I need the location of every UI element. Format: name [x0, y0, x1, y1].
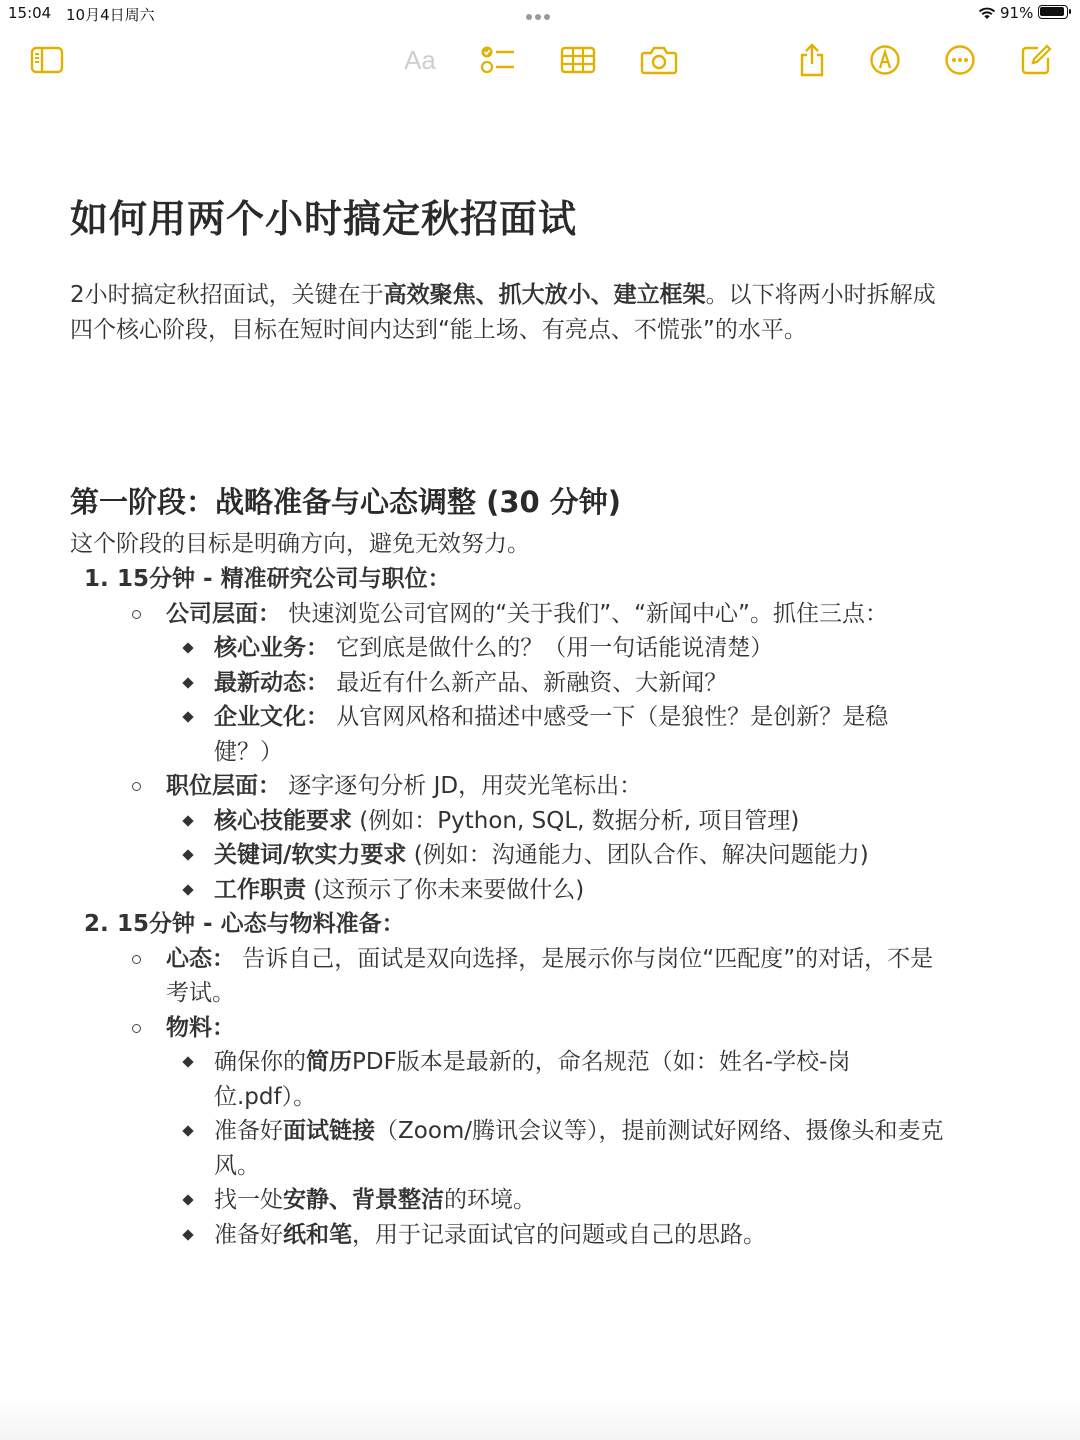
format-button[interactable]: Aa — [404, 44, 436, 75]
hollow-bullet-icon — [132, 610, 141, 619]
diamond-bullet-icon — [182, 711, 193, 722]
notes-toolbar — [0, 40, 1080, 84]
status-bar — [0, 0, 1080, 28]
list-number: 1. — [84, 566, 109, 592]
hollow-bullet-icon — [132, 955, 141, 964]
item-bold: 安静、背景整洁 — [283, 1187, 444, 1213]
compose-button[interactable] — [1018, 40, 1054, 80]
list-item — [70, 1011, 1020, 1046]
list-item — [70, 942, 1020, 1011]
compose-icon — [1020, 44, 1052, 76]
item-text: （Zoom/腾讯会议等），提前测试好网络、摄像头和麦克 — [375, 1118, 944, 1144]
list-item — [70, 1114, 1020, 1183]
item-text: 位.pdf）。 — [214, 1083, 317, 1110]
item-text: PDF版本是最新的，命名规范（如：姓名-学校-岗 — [352, 1049, 851, 1075]
camera-icon — [640, 45, 678, 75]
multitasking-dots-icon[interactable] — [526, 6, 556, 16]
diamond-bullet-icon — [182, 884, 193, 895]
share-button[interactable] — [794, 40, 830, 80]
list-item-numbered — [70, 562, 1020, 597]
camera-button[interactable] — [639, 40, 679, 80]
item-text: 找一处 — [214, 1187, 283, 1213]
diamond-bullet-icon — [182, 849, 193, 860]
share-icon — [797, 43, 827, 77]
status-date: 10月4日周六 — [66, 6, 155, 24]
item-text: 的环境。 — [444, 1187, 536, 1213]
note-title: 如何用两个小时搞定秋招面试 — [70, 197, 578, 241]
item-text: 快速浏览公司官网的“关于我们”、“新闻中心”。抓住三点： — [281, 600, 888, 627]
list-item — [70, 1218, 1020, 1253]
item-label: 关键词/软实力要求 — [214, 842, 407, 868]
list-item — [70, 631, 1020, 666]
list-item-numbered — [70, 907, 1020, 942]
status-time: 15:04 — [8, 4, 52, 22]
item-label: 企业文化： — [214, 704, 329, 730]
diamond-bullet-icon — [182, 1056, 193, 1067]
item-label: 核心技能要求 — [214, 807, 352, 834]
intro-bold: 高效聚焦、抓大放小、建立框架 — [383, 282, 706, 308]
item-text: 准备好 — [214, 1118, 283, 1144]
sidebar-button[interactable] — [28, 40, 66, 80]
item-bold: 纸和笔 — [283, 1221, 352, 1248]
item-text: 考试。 — [166, 980, 235, 1006]
list-item — [70, 597, 1020, 632]
markup-icon — [869, 44, 901, 76]
table-icon — [560, 46, 596, 74]
wifi-icon — [978, 6, 996, 20]
diamond-bullet-icon — [182, 1194, 193, 1205]
checklist-button[interactable] — [478, 40, 518, 80]
battery-percent: 91% — [1000, 4, 1034, 22]
hollow-bullet-icon — [132, 1024, 141, 1033]
list-item — [70, 666, 1020, 701]
item-text: (这预示了你未来要做什么) — [306, 876, 585, 903]
sidebar-icon — [30, 46, 64, 74]
battery-icon — [1038, 5, 1068, 19]
hollow-bullet-icon — [132, 782, 141, 791]
note-intro — [70, 278, 1020, 348]
bottom-fade — [0, 1400, 1080, 1440]
list-item — [70, 1045, 1020, 1114]
more-icon — [944, 44, 976, 76]
item-label: 公司层面： — [166, 600, 281, 627]
intro-text: 四个核心阶段，目标在短时间内达到“能上场、有亮点、不慌张”的水平。 — [70, 317, 807, 343]
item-label: 工作职责 — [214, 876, 306, 903]
list-item-label: 15分钟 - 心态与物料准备： — [117, 911, 405, 937]
list-item — [70, 873, 1020, 908]
list-item — [70, 700, 1020, 769]
diamond-bullet-icon — [182, 1125, 193, 1136]
table-button[interactable] — [558, 40, 598, 80]
list-item — [70, 804, 1020, 839]
item-label: 职位层面： — [166, 773, 281, 799]
note-body[interactable] — [70, 190, 1020, 348]
list-item-label: 15分钟 - 精准研究公司与职位： — [117, 566, 451, 592]
more-button[interactable] — [942, 40, 978, 80]
item-text: ，用于记录面试官的问题或自己的思路。 — [352, 1221, 766, 1248]
item-bold: 简历 — [306, 1049, 352, 1075]
section-list — [70, 562, 1020, 1252]
item-label: 最新动态： — [214, 669, 329, 696]
section-description: 这个阶段的目标是明确方向，避免无效努力。 — [70, 531, 530, 557]
item-text: (例如：沟通能力、团队合作、解决问题能力) — [406, 842, 869, 868]
diamond-bullet-icon — [182, 677, 193, 688]
list-item — [70, 838, 1020, 873]
item-text: 它到底是做什么的？（用一句话能说清楚） — [329, 635, 774, 661]
item-text: 健？） — [214, 738, 283, 765]
diamond-bullet-icon — [182, 815, 193, 826]
list-number: 2. — [84, 911, 109, 937]
item-text: 告诉自己，面试是双向选择，是展示你与岗位“匹配度”的对话，不是 — [235, 945, 934, 972]
item-text: (例如：Python, SQL, 数据分析, 项目管理) — [352, 807, 800, 834]
item-text: 从官网风格和描述中感受一下（是狼性？是创新？是稳 — [329, 704, 889, 730]
item-bold: 面试链接 — [283, 1118, 375, 1144]
item-text: 准备好 — [214, 1221, 283, 1248]
item-label: 物料： — [166, 1014, 235, 1041]
checklist-icon — [480, 44, 516, 76]
list-item — [70, 769, 1020, 804]
intro-text: 2小时搞定秋招面试，关键在于 — [70, 282, 384, 308]
diamond-bullet-icon — [182, 642, 193, 653]
item-text: 风。 — [214, 1152, 260, 1179]
section-heading: 第一阶段：战略准备与心态调整 (30 分钟) — [70, 485, 622, 519]
item-text: 最近有什么新产品、新融资、大新闻？ — [329, 669, 728, 696]
markup-button[interactable] — [867, 40, 903, 80]
item-text: 逐字逐句分析 JD，用荧光笔标出： — [281, 773, 643, 799]
item-label: 核心业务： — [214, 635, 329, 661]
item-label: 心态： — [166, 945, 235, 972]
diamond-bullet-icon — [182, 1229, 193, 1240]
item-text: 确保你的 — [214, 1049, 306, 1075]
list-item — [70, 1183, 1020, 1218]
intro-text: 。以下将两小时拆解成 — [705, 282, 936, 308]
